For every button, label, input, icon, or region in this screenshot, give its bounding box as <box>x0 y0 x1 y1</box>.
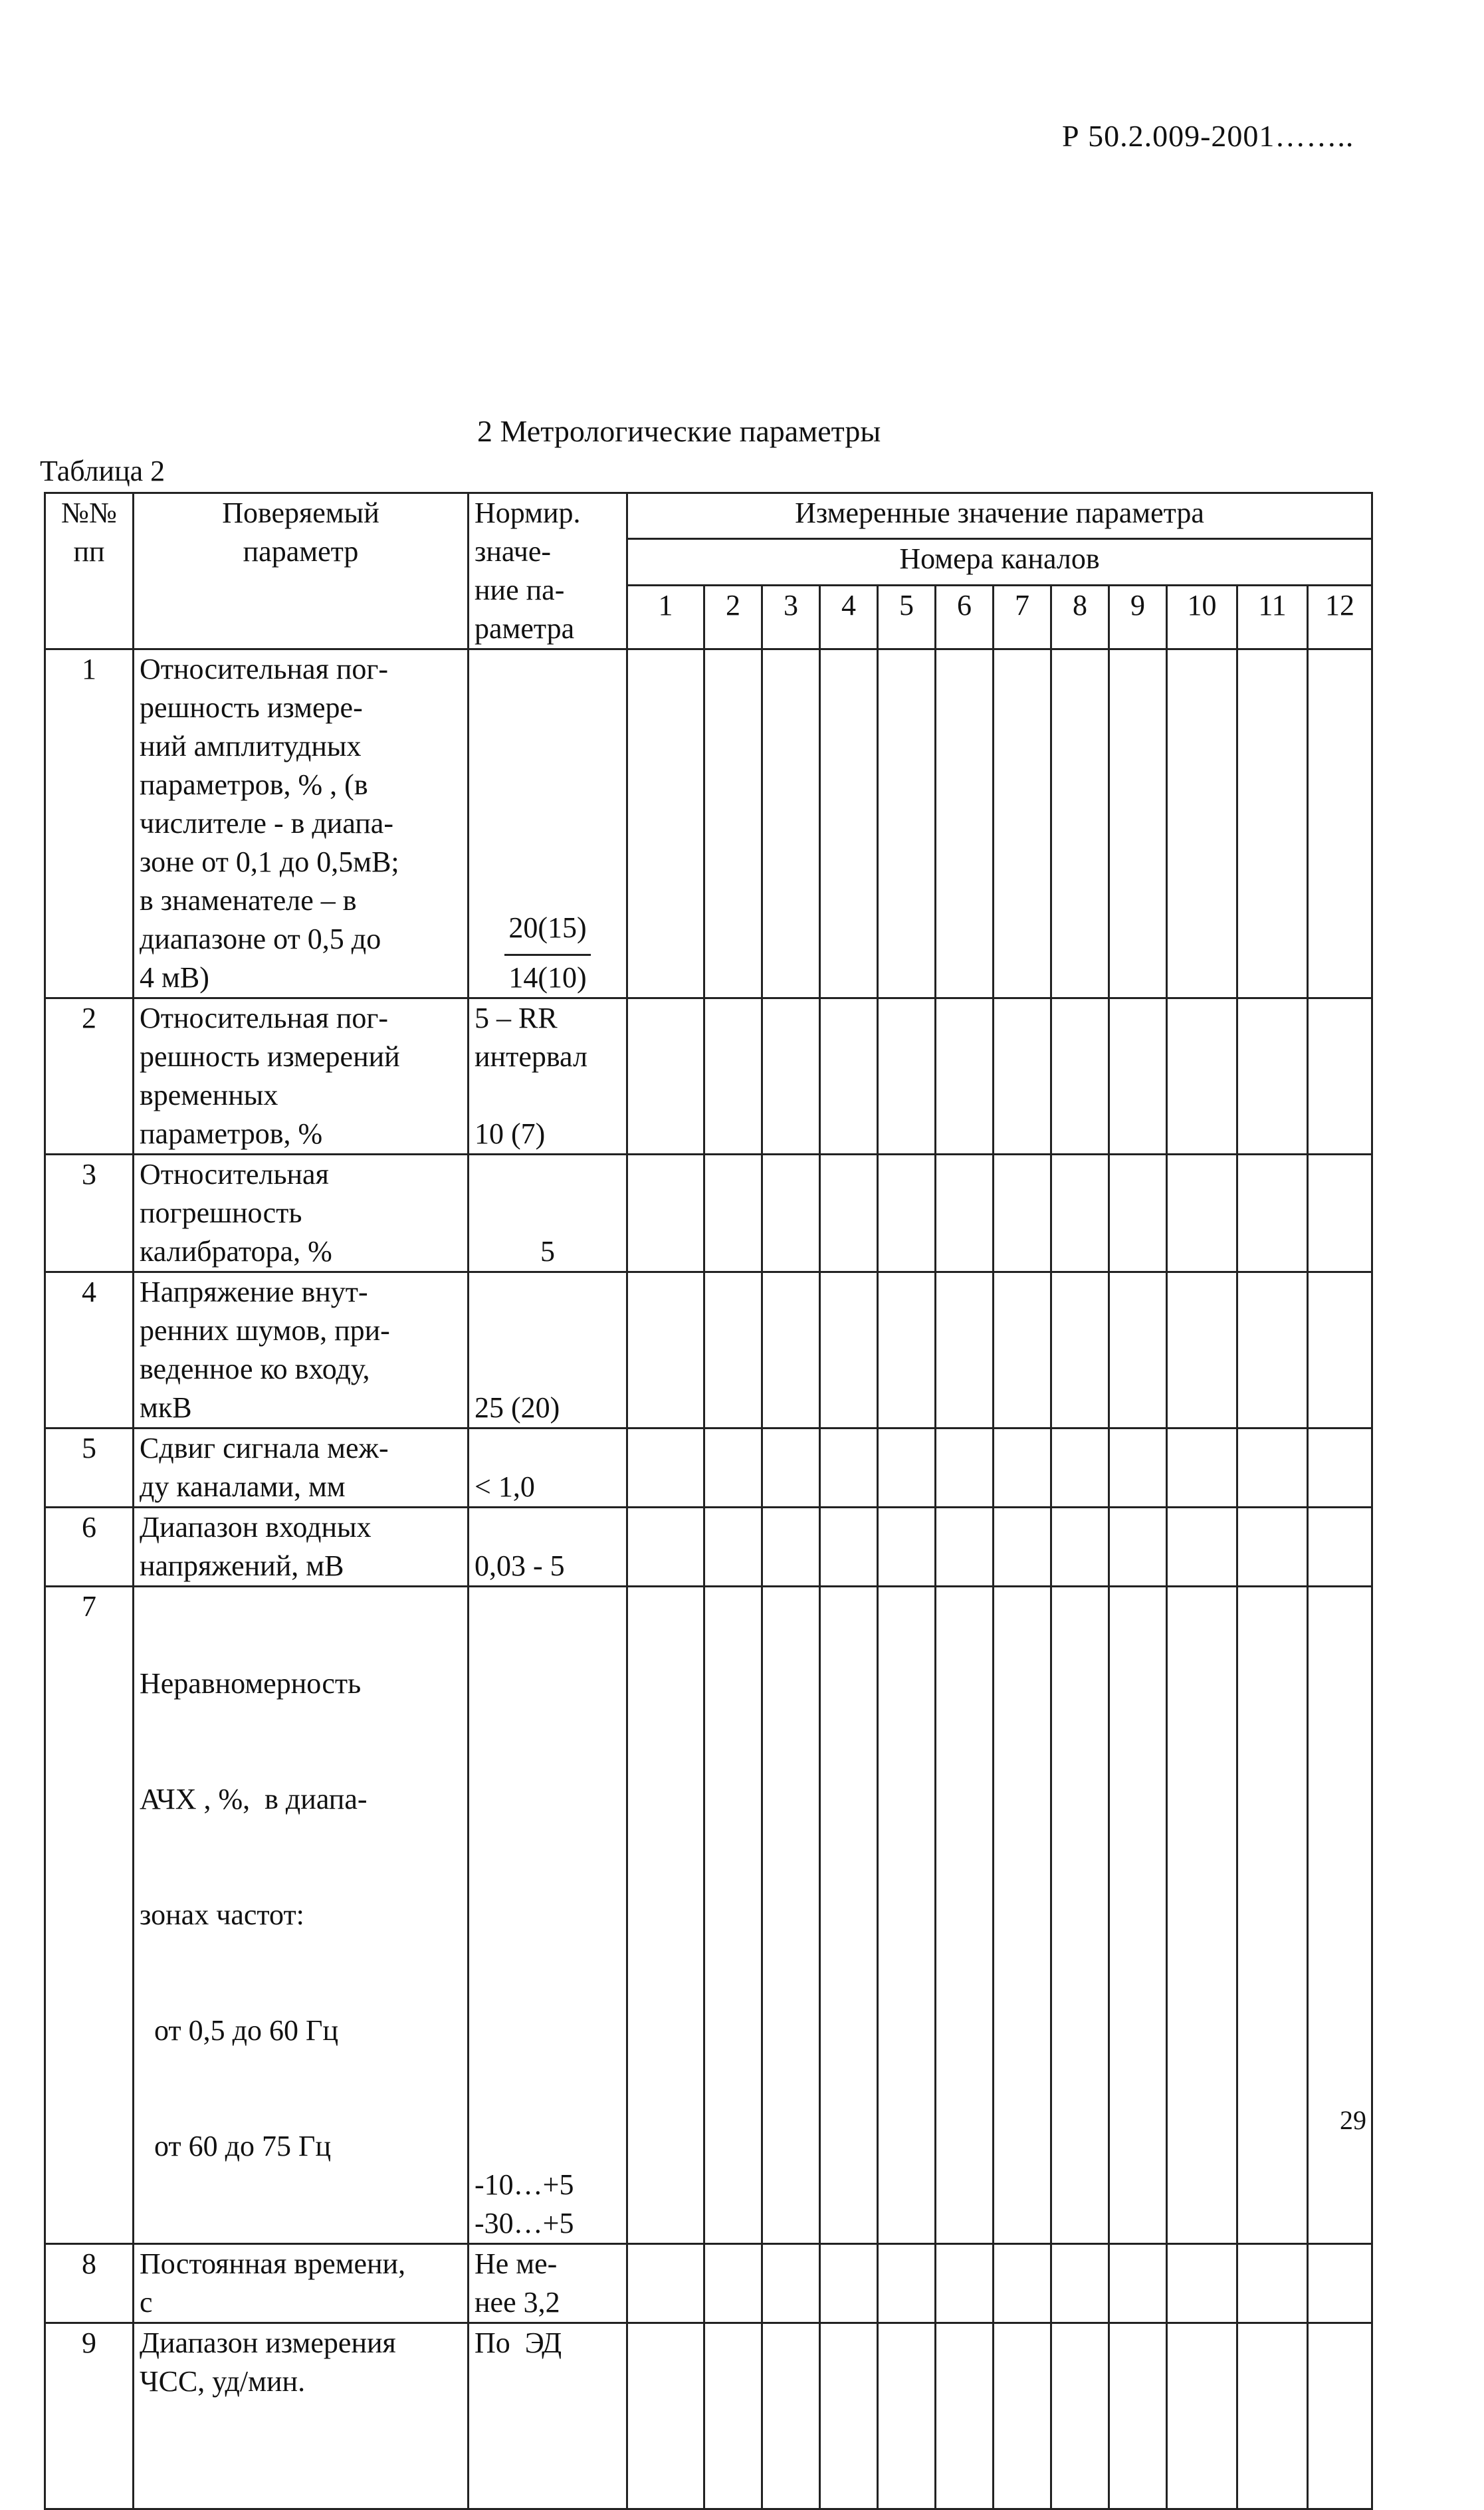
channel-value-cell <box>820 998 878 1155</box>
norm-value-cell <box>469 2244 627 2323</box>
channel-value-cell <box>704 2323 762 2509</box>
channel-value-cell <box>820 1587 878 2244</box>
row-number: 3 <box>45 1155 134 1272</box>
norm-value-cell <box>469 1587 627 2244</box>
channel-value-cell <box>936 649 994 998</box>
norm-value-cell <box>469 1272 627 1428</box>
channel-value-cell <box>820 1155 878 1272</box>
table-row <box>45 1272 1372 1428</box>
parameter-line: Относительная пог- <box>140 1002 389 1034</box>
channel-value-cell <box>627 649 704 998</box>
parameter-line: зонах частот: <box>140 1898 304 1931</box>
parameter-line: Относительная пог- <box>140 653 389 685</box>
parameter-line: Диапазон входных <box>140 1511 371 1543</box>
table-row <box>45 2244 1372 2323</box>
channel-value-cell <box>1051 1272 1109 1428</box>
channel-value-cell <box>627 1272 704 1428</box>
parameter-line: числителе - в диапа- <box>140 807 393 840</box>
parameter-line: Диапазон измерения <box>140 2327 396 2359</box>
header-row-number <box>45 493 134 649</box>
page-number: 29 <box>1340 2105 1366 2135</box>
channel-value-cell <box>994 1587 1051 2244</box>
channel-value-cell <box>820 649 878 998</box>
channel-value-cell <box>1237 649 1308 998</box>
row-number: 9 <box>45 2323 134 2509</box>
row-number: 7 <box>45 1587 134 2244</box>
channel-value-cell <box>704 649 762 998</box>
table-row <box>45 649 1372 998</box>
metrological-parameters-table <box>44 492 1373 2510</box>
channel-header: 2 <box>704 585 762 649</box>
parameter-line: мкВ <box>140 1391 192 1424</box>
parameter-line: Сдвиг сигнала меж- <box>140 1432 389 1464</box>
channel-value-cell <box>1109 1428 1167 1508</box>
parameter-cell <box>134 2244 469 2323</box>
channel-value-cell <box>1167 1508 1237 1587</box>
channel-value-cell <box>1109 998 1167 1155</box>
channel-header: 7 <box>994 585 1051 649</box>
channel-value-cell <box>994 2323 1051 2509</box>
channel-value-cell <box>704 1428 762 1508</box>
channel-header: 4 <box>820 585 878 649</box>
channel-value-cell <box>994 998 1051 1155</box>
norm-line <box>475 1076 621 1115</box>
row-number: 1 <box>45 649 134 998</box>
channel-value-cell <box>936 1155 994 1272</box>
header-norm-line: ние па- <box>475 574 565 606</box>
table-row <box>45 998 1372 1155</box>
channel-value-cell <box>627 2244 704 2323</box>
channel-value-cell <box>1109 649 1167 998</box>
channel-value-cell <box>762 998 820 1155</box>
row-number: 4 <box>45 1272 134 1428</box>
channel-value-cell <box>936 2244 994 2323</box>
channel-header: 3 <box>762 585 820 649</box>
channel-value-cell <box>1237 1272 1308 1428</box>
channel-value-cell <box>1167 1272 1237 1428</box>
parameter-line: с <box>140 2286 153 2319</box>
header-param-line: Поверяемый <box>222 497 379 529</box>
table-row <box>45 2323 1372 2509</box>
norm-line: 0,03 - 5 <box>475 1549 565 1582</box>
channel-value-cell <box>1109 1587 1167 2244</box>
channel-header: 10 <box>1167 585 1237 649</box>
channel-value-cell <box>1167 1587 1237 2244</box>
norm-value-cell <box>469 1155 627 1272</box>
channel-value-cell <box>1109 2323 1167 2509</box>
channel-value-cell <box>1109 2244 1167 2323</box>
channel-value-cell <box>762 649 820 998</box>
channel-header: 9 <box>1109 585 1167 649</box>
channel-value-cell <box>994 2244 1051 2323</box>
channel-value-cell <box>878 1508 936 1587</box>
channel-value-cell <box>1237 2244 1308 2323</box>
norm-line: 10 (7) <box>475 1117 546 1150</box>
parameter-line: ренних шумов, при- <box>140 1314 390 1347</box>
channel-value-cell <box>1167 1428 1237 1508</box>
channel-value-cell <box>1237 1155 1308 1272</box>
norm-numerator: 20(15) <box>508 911 587 944</box>
channel-value-cell <box>1308 1508 1372 1587</box>
channel-value-cell <box>1051 2323 1109 2509</box>
parameter-line: в знаменателе – в <box>140 884 357 917</box>
channel-value-cell <box>936 1272 994 1428</box>
channel-value-cell <box>820 1508 878 1587</box>
norm-line: интервал <box>475 1040 587 1073</box>
channel-value-cell <box>1308 649 1372 998</box>
parameter-line: ду каналами, мм <box>140 1470 346 1503</box>
channel-value-cell <box>627 2323 704 2509</box>
channel-value-cell <box>1051 1508 1109 1587</box>
channel-value-cell <box>820 2244 878 2323</box>
channel-value-cell <box>1051 1587 1109 2244</box>
channel-value-cell <box>878 2323 936 2509</box>
channel-value-cell <box>1237 1428 1308 1508</box>
channel-value-cell <box>704 1155 762 1272</box>
parameter-cell <box>134 1508 469 1587</box>
norm-line: -10…+5 <box>475 2168 574 2201</box>
parameter-line: Постоянная времени, <box>140 2247 406 2280</box>
row-number: 5 <box>45 1428 134 1508</box>
channel-value-cell <box>936 998 994 1155</box>
norm-value-cell <box>469 998 627 1155</box>
channel-value-cell <box>1051 649 1109 998</box>
row-number: 6 <box>45 1508 134 1587</box>
channel-value-cell <box>1109 1155 1167 1272</box>
channel-header: 8 <box>1051 585 1109 649</box>
channel-value-cell <box>878 1272 936 1428</box>
channel-value-cell <box>820 2323 878 2509</box>
channel-value-cell <box>994 1155 1051 1272</box>
parameter-line: напряжений, мВ <box>140 1549 344 1582</box>
section-title: 2 Метрологические параметры <box>477 414 881 448</box>
channel-value-cell <box>1308 998 1372 1155</box>
channel-value-cell <box>1109 1508 1167 1587</box>
channel-value-cell <box>704 1587 762 2244</box>
parameter-line: временных <box>140 1079 278 1111</box>
parameter-line: Относительная <box>140 1158 329 1191</box>
table-row <box>45 1428 1372 1508</box>
document-code: Р 50.2.009-2001…….. <box>1062 119 1354 153</box>
norm-line: Не ме- <box>475 2247 558 2280</box>
table-caption: Таблица 2 <box>40 455 165 487</box>
channel-value-cell <box>1167 2244 1237 2323</box>
parameter-line: погрешность <box>140 1197 302 1229</box>
norm-line: -30…+5 <box>475 2207 574 2239</box>
channel-value-cell <box>820 1272 878 1428</box>
channel-value-cell <box>1237 998 1308 1155</box>
parameter-line: веденное ко входу, <box>140 1353 370 1385</box>
channel-value-cell <box>936 1428 994 1508</box>
header-channel-numbers: Номера каналов <box>627 539 1372 585</box>
channel-value-cell <box>1051 1428 1109 1508</box>
channel-value-cell <box>627 998 704 1155</box>
channel-value-cell <box>627 1508 704 1587</box>
header-norm-line: раметра <box>475 612 575 645</box>
channel-value-cell <box>627 1155 704 1272</box>
norm-value-cell <box>469 1508 627 1587</box>
header-norm-line: значе- <box>475 535 552 568</box>
channel-value-cell <box>762 2323 820 2509</box>
parameter-cell <box>134 2323 469 2509</box>
fraction-bar <box>504 954 591 956</box>
header-norm-line: Нормир. <box>475 497 581 529</box>
parameter-line: Напряжение внут- <box>140 1276 368 1308</box>
channel-value-cell <box>1308 1587 1372 2244</box>
parameter-line: от 0,5 до 60 Гц <box>140 2014 339 2047</box>
channel-value-cell <box>1167 1155 1237 1272</box>
channel-value-cell <box>1051 2244 1109 2323</box>
header-norm-value <box>469 493 627 649</box>
channel-value-cell <box>1308 1428 1372 1508</box>
norm-line: нее 3,2 <box>475 2286 560 2319</box>
row-number: 8 <box>45 2244 134 2323</box>
channel-value-cell <box>936 1587 994 2244</box>
channel-value-cell <box>936 1508 994 1587</box>
channel-value-cell <box>704 1272 762 1428</box>
channel-value-cell <box>1051 998 1109 1155</box>
channel-value-cell <box>994 1272 1051 1428</box>
parameter-line: зоне от 0,1 до 0,5мВ; <box>140 846 399 878</box>
channel-value-cell <box>762 1155 820 1272</box>
parameter-cell <box>134 1587 469 2244</box>
norm-line: 5 <box>540 1235 555 1268</box>
parameter-line: параметров, % <box>140 1117 323 1150</box>
norm-value-cell <box>469 649 627 998</box>
channel-value-cell <box>1109 1272 1167 1428</box>
parameter-line: решность измерений <box>140 1040 400 1073</box>
channel-value-cell <box>820 1428 878 1508</box>
channel-header: 12 <box>1308 585 1372 649</box>
norm-denominator: 14(10) <box>508 961 587 994</box>
channel-value-cell <box>1308 2244 1372 2323</box>
parameter-cell <box>134 649 469 998</box>
channel-value-cell <box>762 1428 820 1508</box>
header-parameter <box>134 493 469 649</box>
parameter-line: от 60 до 75 Гц <box>140 2130 332 2162</box>
parameter-line: АЧХ , %, в диапа- <box>140 1783 368 1815</box>
channel-header: 11 <box>1237 585 1308 649</box>
table-row <box>45 1587 1372 2244</box>
parameter-line: ЧСС, уд/мин. <box>140 2365 306 2398</box>
channel-value-cell <box>1237 1508 1308 1587</box>
channel-value-cell <box>878 2244 936 2323</box>
channel-value-cell <box>762 1508 820 1587</box>
norm-line: По ЭД <box>475 2327 562 2359</box>
channel-value-cell <box>1308 1272 1372 1428</box>
channel-value-cell <box>878 1155 936 1272</box>
parameter-line: диапазоне от 0,5 до <box>140 923 381 955</box>
channel-header: 5 <box>878 585 936 649</box>
parameter-cell <box>134 1428 469 1508</box>
channel-value-cell <box>762 1587 820 2244</box>
header-num-line: пп <box>73 535 105 568</box>
channel-value-cell <box>1308 2323 1372 2509</box>
channel-value-cell <box>1167 2323 1237 2509</box>
channel-value-cell <box>704 2244 762 2323</box>
parameter-line: параметров, % , (в <box>140 768 368 801</box>
channel-value-cell <box>762 1272 820 1428</box>
channel-header: 6 <box>936 585 994 649</box>
parameter-cell <box>134 1272 469 1428</box>
channel-value-cell <box>762 2244 820 2323</box>
parameter-line: калибратора, % <box>140 1235 332 1268</box>
parameter-line: 4 мВ) <box>140 961 209 994</box>
norm-value-cell <box>469 1428 627 1508</box>
norm-value-cell <box>469 2323 627 2509</box>
channel-value-cell <box>878 649 936 998</box>
channel-value-cell <box>994 1508 1051 1587</box>
table-row <box>45 1155 1372 1272</box>
header-param-line: параметр <box>243 535 359 568</box>
channel-value-cell <box>704 1508 762 1587</box>
parameter-cell <box>134 1155 469 1272</box>
parameter-line: Неравномерность <box>140 1667 362 1700</box>
norm-line: 5 – RR <box>475 1002 558 1034</box>
channel-value-cell <box>1167 649 1237 998</box>
parameter-cell <box>134 998 469 1155</box>
channel-value-cell <box>1051 1155 1109 1272</box>
header-measured-values: Измеренные значение параметра <box>627 493 1372 539</box>
channel-value-cell <box>994 649 1051 998</box>
channel-value-cell <box>878 998 936 1155</box>
channel-value-cell <box>936 2323 994 2509</box>
header-num-line: №№ <box>61 497 117 529</box>
norm-line: 25 (20) <box>475 1391 560 1424</box>
channel-value-cell <box>994 1428 1051 1508</box>
parameter-line: решность измере- <box>140 691 363 724</box>
row-number: 2 <box>45 998 134 1155</box>
channel-value-cell <box>1237 2323 1308 2509</box>
channel-value-cell <box>627 1587 704 2244</box>
channel-value-cell <box>704 998 762 1155</box>
channel-value-cell <box>1237 1587 1308 2244</box>
table-row <box>45 1508 1372 1587</box>
channel-value-cell <box>1167 998 1237 1155</box>
channel-header: 1 <box>627 585 704 649</box>
parameter-line: ний амплитудных <box>140 730 362 762</box>
norm-line: < 1,0 <box>475 1470 535 1503</box>
channel-value-cell <box>878 1587 936 2244</box>
channel-value-cell <box>878 1428 936 1508</box>
channel-value-cell <box>627 1428 704 1508</box>
channel-value-cell <box>1308 1155 1372 1272</box>
